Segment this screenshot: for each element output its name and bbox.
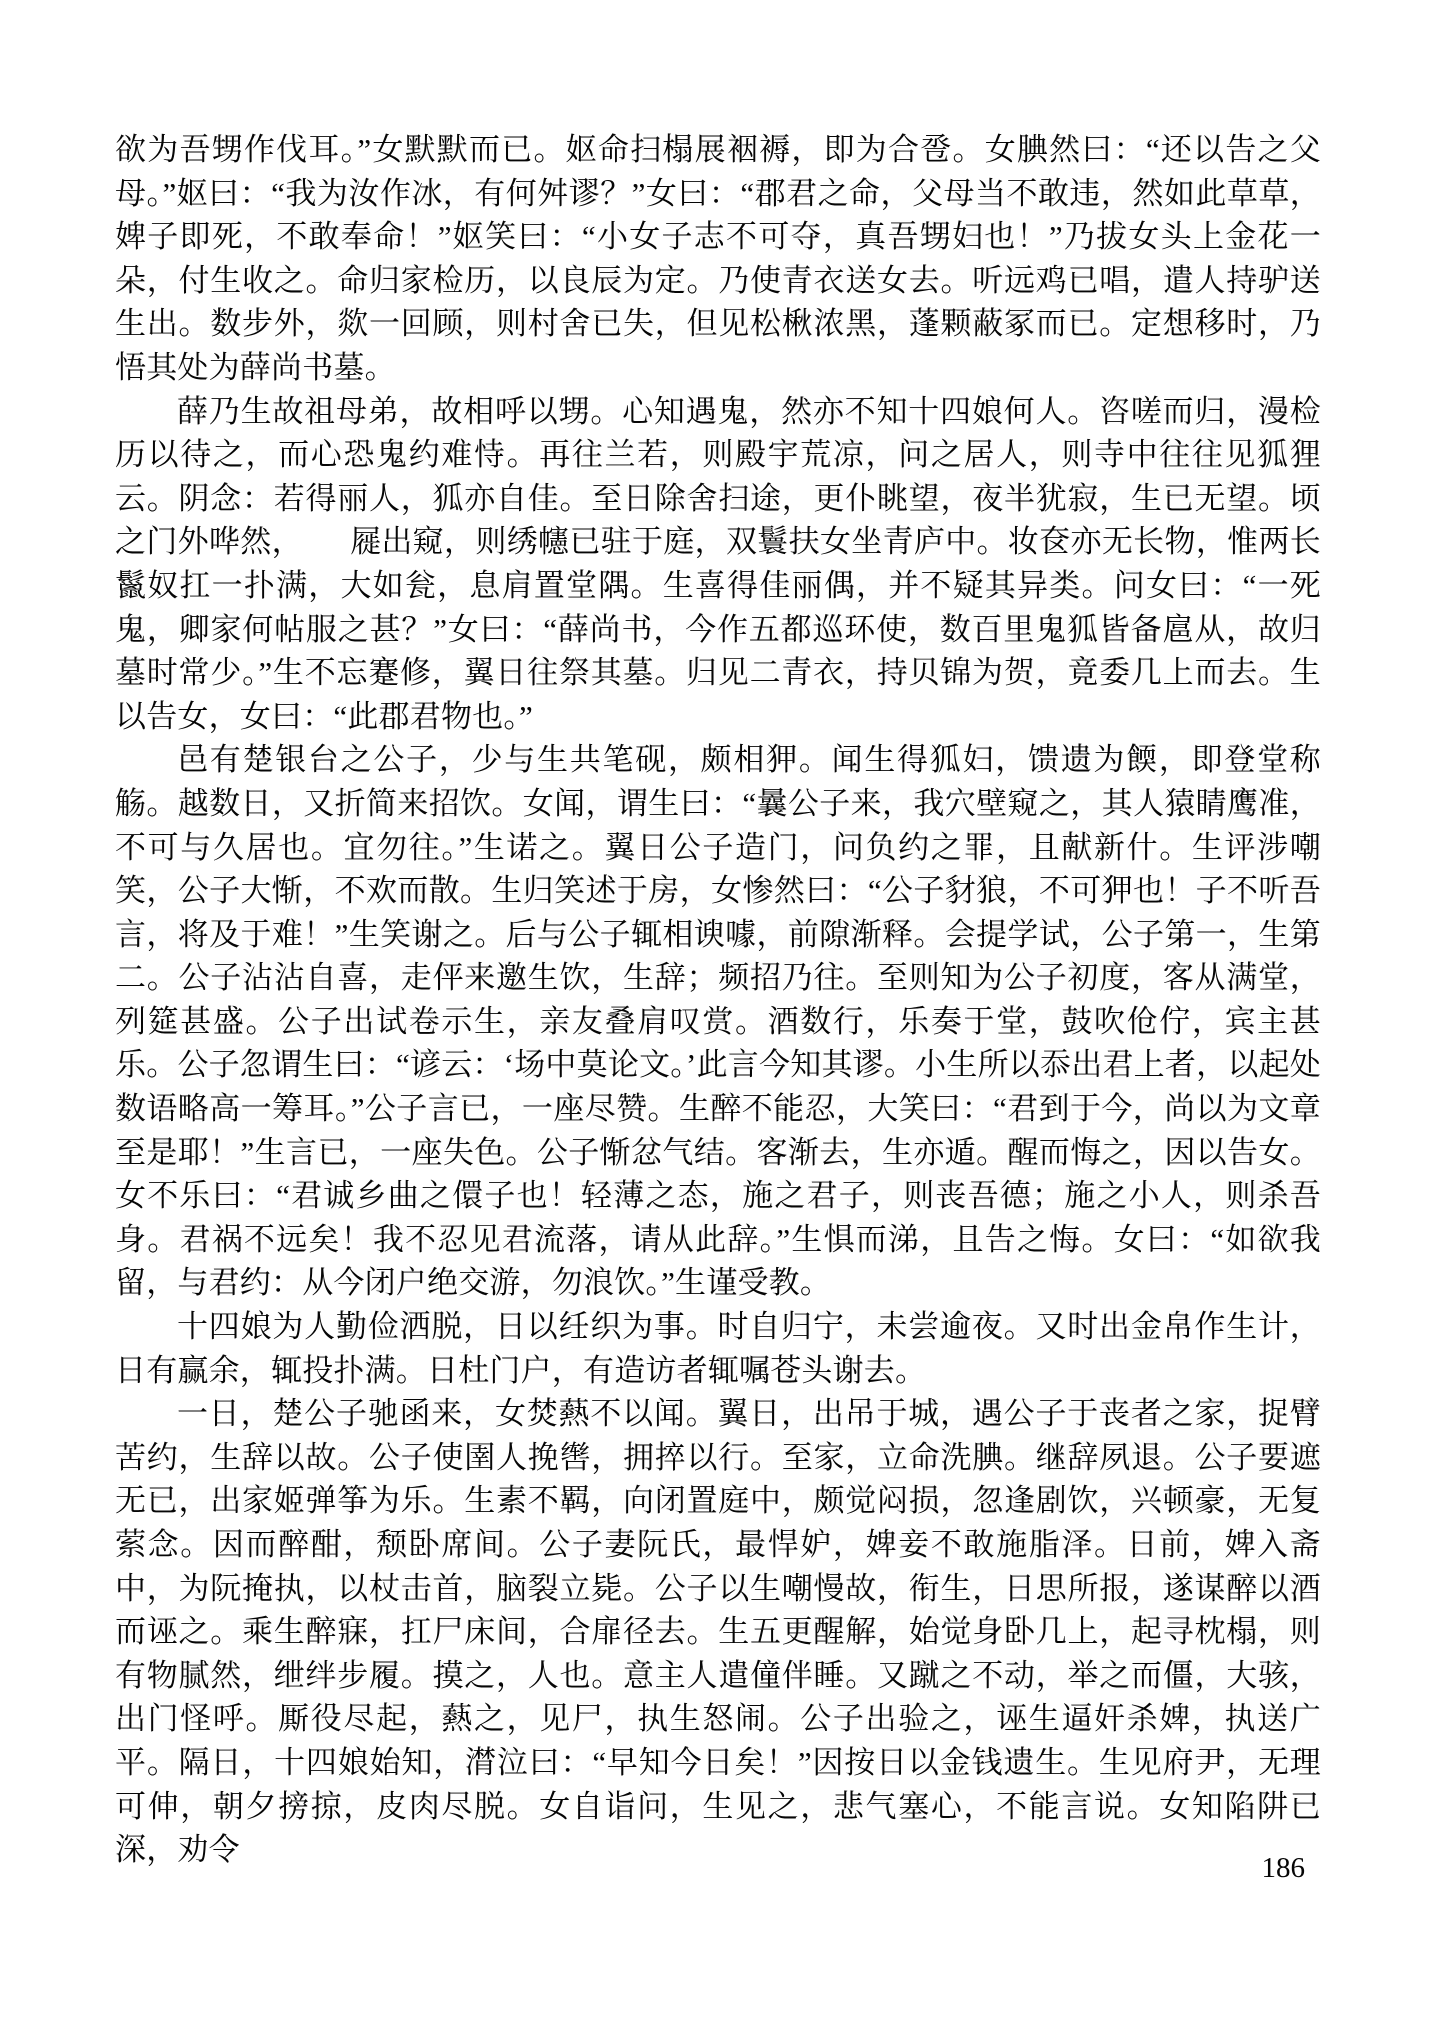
paragraph: 薛乃生故祖母弟，故相呼以甥。心知遇鬼，然亦不知十四娘何人。咨嗟而归，漫检历以待之，而心恐鬼约难恃。再往兰若，则殿宇荒凉，问之居人，则寺中往往见狐狸云。阴念：若得丽人，狐亦自佳。至日除舍扫途，更仆眺望，夜半犹寂，生已无望。顷之门外哗然， 屣出窥，则绣幰已驻于庭，双鬟扶女坐青庐中。妆奁亦无长物，惟两长鬣奴扛一扑满，大如瓮，息肩置堂隅。生喜得佳丽偶，并不疑其异类。问女曰：“一死鬼，卿家何帖服之甚？”女曰：“薛尚书，今作五都巡环使，数百里鬼狐皆备扈从，故归墓时常少。”生不忘蹇修，翼日往祭其墓。归见二青衣，持贝锦为贺，竟委几上而去。生以告女，女曰：“此郡君物也。” (115, 393, 1321, 734)
paragraph: 欲为吾甥作伐耳。”女默默而已。妪命扫榻展裀褥，即为合卺。女腆然曰：“还以告之父母。”妪曰：“我为汝作冰，有何舛谬？”女曰：“郡君之命，父母当不敢违，然如此草草，婢子即死，不敢奉命！”妪笑曰：“小女子志不可夺，真吾甥妇也！”乃拔女头上金花一朵，付生收之。命归家检历，以良辰为定。乃使青衣送女去。听远鸡已唱，遣人持驴送生出。数步外，欻一回顾，则村舍已失，但见松楸浓黑，蓬颗蔽冢而已。定想移时，乃悟其处为薛尚书墓。 (115, 132, 1321, 385)
paragraph: 十四娘为人勤俭洒脱，日以纴织为事。时自归宁，未尝逾夜。又时出金帛作生计，日有赢余，辄投扑满。日杜门户，有造访者辄嘱苍头谢去。 (115, 1309, 1321, 1388)
body-text (115, 128, 1321, 1872)
page-number: 186 (1261, 1852, 1305, 1884)
paragraph: 一日，楚公子驰函来，女焚爇不以闻。翼日，出吊于城，遇公子于丧者之家，捉臂苦约，生辞以故。公子使圉人挽辔，拥捽以行。至家，立命洗腆。继辞夙退。公子要遮无已，出家姬弹筝为乐。生素不羁，向闭置庭中，颇觉闷损，忽逢剧饮，兴顿豪，无复萦念。因而醉酣，颓卧席间。公子妻阮氏，最悍妒，婢妾不敢施脂泽。日前，婢入斋中，为阮掩执，以杖击首，脑裂立毙。公子以生嘲慢故，衔生，日思所报，遂谋醉以酒而诬之。乘生醉寐，扛尸床间，合扉径去。生五更醒解，始觉身卧几上，起寻枕榻，则有物腻然，绁绊步履。摸之，人也。意主人遣僮伴睡。又蹴之不动，举之而僵，大骇，出门怪呼。厮役尽起，爇之，见尸，执生怒闹。公子出验之，诬生逼奸杀婢，执送广平。隔日，十四娘始知，潸泣曰：“早知今日矣！”因按日以金钱遗生。生见府尹，无理可伸，朝夕搒掠，皮肉尽脱。女自诣问，生见之，悲气塞心，不能言说。女知陷阱已深，劝令 (115, 1396, 1321, 1868)
paragraph: 邑有楚银台之公子，少与生共笔砚，颇相狎。闻生得狐妇，馈遗为餪，即登堂称觞。越数日，又折简来招饮。女闻，谓生曰：“曩公子来，我穴壁窥之，其人猿睛鹰准，不可与久居也。宜勿往。”生诺之。翼日公子造门，问负约之罪，且献新什。生评涉嘲笑，公子大惭，不欢而散。生归笑述于房，女惨然曰：“公子豺狼，不可狎也！子不听吾言，将及于难！”生笑谢之。后与公子辄相谀噱，前隙渐释。会提学试，公子第一，生第二。公子沾沾自喜，走伻来邀生饮，生辞；频招乃往。至则知为公子初度，客从满堂，列筵甚盛。公子出试卷示生，亲友叠肩叹赏。酒数行，乐奏于堂，鼓吹伧佇，宾主甚乐。公子忽谓生曰：“谚云：‘场中莫论文。’此言今知其谬。小生所以忝出君上者，以起处数语略高一筹耳。”公子言已，一座尽赞。生醉不能忍，大笑曰：“君到于今，尚以为文章至是耶！”生言已，一座失色。公子惭忿气结。客渐去，生亦遁。醒而悔之，因以告女。女不乐曰：“君诚乡曲之儇子也！轻薄之态，施之君子，则丧吾德；施之小人，则杀吾身。君祸不远矣！我不忍见君流落，请从此辞。”生惧而涕，且告之悔。女曰：“如欲我留，与君约：从今闭户绝交游，勿浪饮。”生谨受教。 (115, 742, 1321, 1301)
